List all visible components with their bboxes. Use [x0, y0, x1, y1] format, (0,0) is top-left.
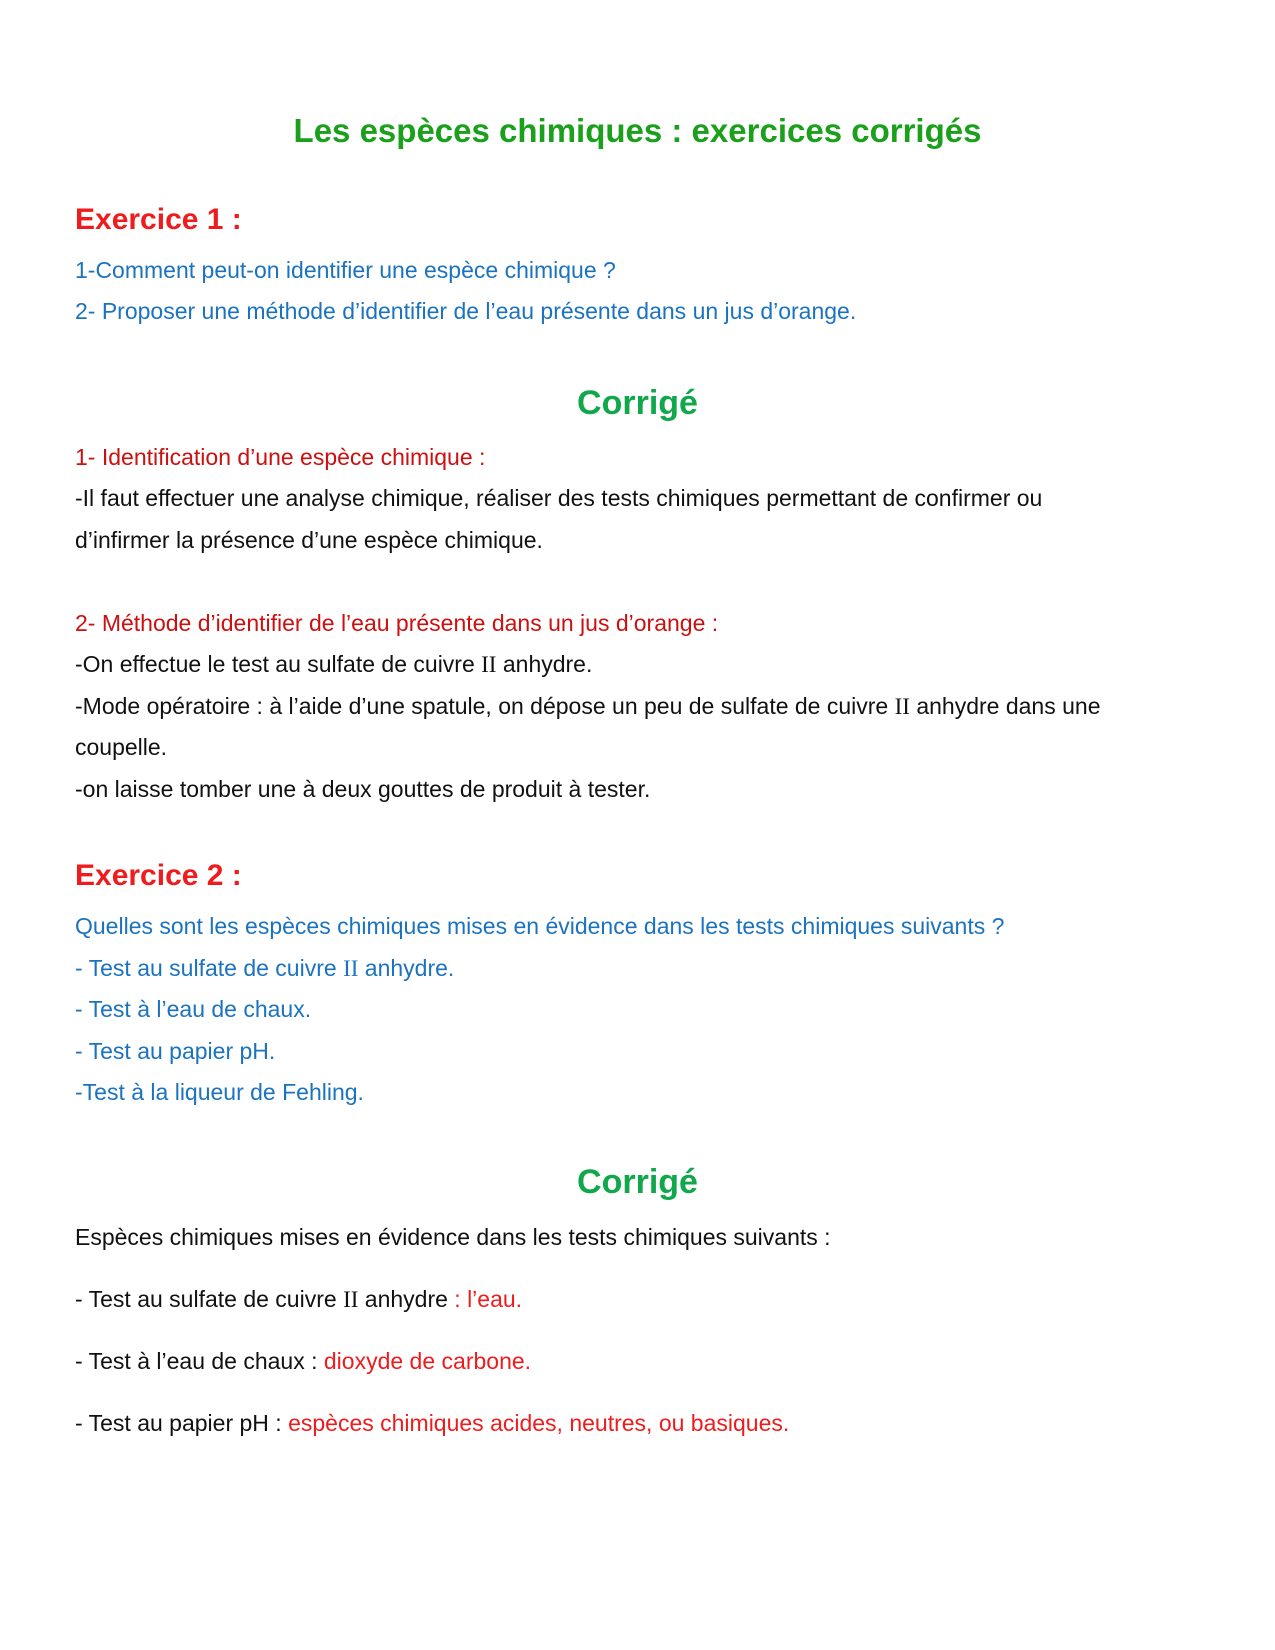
- corrige-1-part-1-title: 1- Identification d’une espèce chimique :: [75, 444, 486, 470]
- corrige-1-part-1-line-1: -Il faut effectuer une analyse chimique, réaliser des tests chimiques permettant de confirmer ou: [75, 485, 1043, 511]
- corrige-1-test-line: -On effectue le test au sulfate de cuivre II anhydre.: [75, 651, 593, 677]
- exercise-1-heading: Exercice 1 :: [75, 203, 242, 236]
- corrige-1-heading: Corrigé: [577, 384, 698, 422]
- exercise-1-question-2: 2- Proposer une méthode d’identifier de l’eau présente dans un jus d’orange.: [75, 298, 857, 324]
- roman-numeral: II: [481, 652, 497, 677]
- corrige-1-part-2-title: 2- Méthode d’identifier de l’eau présente dans un jus d’orange :: [75, 610, 719, 636]
- corrige-2-answer-3: - Test au papier pH : espèces chimiques acides, neutres, ou basiques.: [75, 1410, 790, 1436]
- roman-numeral: II: [894, 694, 910, 719]
- roman-numeral: II: [343, 956, 359, 981]
- corrige-2-heading: Corrigé: [577, 1163, 698, 1201]
- corrige-1-drop-line: -on laisse tomber une à deux gouttes de produit à tester.: [75, 776, 651, 802]
- page-title: Les espèces chimiques : exercices corrigés: [293, 112, 982, 149]
- corrige-1-mode-line: -Mode opératoire : à l’aide d’une spatule, on dépose un peu de sulfate de cuivre II anhydre dans une: [75, 693, 1101, 719]
- exercise-2-question: Quelles sont les espèces chimiques mises en évidence dans les tests chimiques suivants ?: [75, 913, 1005, 939]
- corrige-1-mode-line-continued: coupelle.: [75, 734, 168, 760]
- corrige-2-answer-1: - Test au sulfate de cuivre II anhydre : l’eau.: [75, 1286, 523, 1312]
- exercise-2-heading: Exercice 2 :: [75, 859, 242, 892]
- exercise-2-item-4: -Test à la liqueur de Fehling.: [75, 1079, 364, 1105]
- answer-highlight: espèces chimiques acides, neutres, ou basiques.: [288, 1410, 790, 1436]
- exercise-2-item-3: - Test au papier pH.: [75, 1038, 276, 1064]
- answer-highlight: : l’eau.: [447, 1286, 523, 1312]
- corrige-2-answer-2: - Test à l’eau de chaux : dioxyde de carbone.: [75, 1348, 532, 1374]
- answer-highlight: dioxyde de carbone.: [323, 1348, 532, 1374]
- corrige-1-part-1-line-2: d’infirmer la présence d’une espèce chimique.: [75, 527, 543, 553]
- exercise-2-item-2: - Test à l’eau de chaux.: [75, 996, 312, 1022]
- roman-numeral: II: [343, 1287, 359, 1312]
- exercise-1-question-1: 1-Comment peut-on identifier une espèce chimique ?: [75, 257, 616, 283]
- exercise-2-item-1: - Test au sulfate de cuivre II anhydre.: [75, 955, 455, 981]
- corrige-2-intro: Espèces chimiques mises en évidence dans les tests chimiques suivants :: [75, 1224, 831, 1250]
